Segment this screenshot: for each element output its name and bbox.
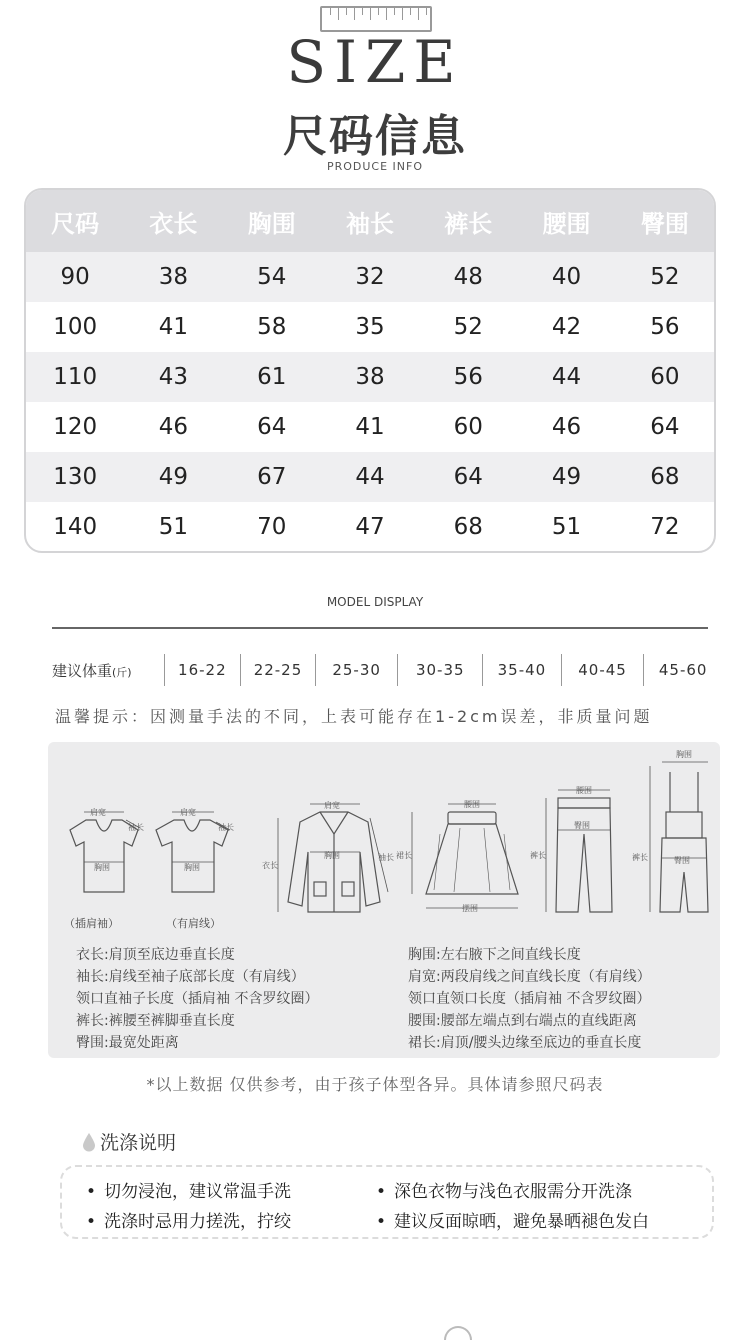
sleeve-label: 袖长	[128, 823, 144, 832]
chest-label: 胸围	[94, 863, 110, 872]
note-item: 衣长:肩顶至底边垂直长度	[76, 947, 235, 963]
table-cell: 54	[257, 264, 287, 290]
table-row	[26, 302, 714, 352]
table-row	[26, 252, 714, 302]
skirt-length-label: 裙长	[396, 851, 412, 860]
weight-cell: 45-60	[643, 654, 722, 686]
ruler-tick	[386, 8, 387, 20]
note-item: 领口直袖子长度（插肩袖 不含罗纹圈）	[76, 991, 319, 1007]
note-item: 裤长:裤腰至裤脚垂直长度	[76, 1013, 235, 1029]
table-cell: 38	[355, 364, 385, 390]
table-cell: 67	[257, 464, 287, 490]
overalls-hip-label: 臀围	[674, 856, 690, 865]
page-subtitle: PRODUCE INFO	[326, 160, 424, 173]
table-header-cell: 胸围	[247, 209, 296, 238]
wash-title	[82, 1128, 176, 1155]
table-cell: 44	[355, 464, 385, 490]
note-item: 臀围:最宽处距离	[76, 1035, 179, 1051]
table-header-cell: 腰围	[542, 209, 591, 238]
table-header-cell: 臀围	[640, 209, 689, 238]
weight-cell: 30-35	[397, 654, 482, 686]
table-cell: 32	[355, 264, 385, 290]
divider	[52, 627, 708, 629]
table-cell: 40	[551, 264, 582, 290]
wash-instructions-box	[60, 1165, 714, 1239]
disclaimer-text: *以上数据 仅供参考，由于孩子体型各异。具体请参照尺码表	[146, 1075, 604, 1094]
pants-waist-label: 腰围	[576, 786, 592, 795]
table-cell: 61	[257, 364, 287, 390]
weight-cell: 35-40	[482, 654, 561, 686]
ruler-tick	[426, 8, 427, 15]
table-cell: 43	[158, 364, 189, 390]
pants-icon	[546, 790, 612, 912]
wash-item: • 建议反面晾晒，避免暴晒褪色发白	[376, 1207, 649, 1232]
table-cell: 51	[158, 514, 189, 540]
table-header-cell: 袖长	[345, 209, 394, 238]
note-item: 袖长:肩线至袖子底部长度（有肩线）	[76, 969, 305, 985]
page-title: 尺码信息	[283, 111, 467, 162]
tshirt2-caption: （有肩线）	[166, 917, 221, 930]
decorative-arc	[444, 1326, 472, 1340]
table-cell: 60	[453, 414, 483, 440]
table-row	[26, 352, 714, 402]
table-cell: 110	[53, 364, 98, 390]
weight-cell: 25-30	[315, 654, 398, 686]
table-cell: 44	[551, 364, 582, 390]
weight-row	[52, 652, 722, 688]
table-cell: 52	[650, 264, 680, 290]
table-row	[26, 502, 714, 552]
table-cell: 46	[551, 414, 582, 440]
shoulder-label-2: 肩宽	[180, 808, 196, 817]
table-cell: 90	[60, 264, 90, 290]
table-cell: 56	[453, 364, 483, 390]
notes-left-column	[76, 944, 318, 1054]
jacket-shoulder-label: 肩宽	[324, 801, 340, 810]
table-cell: 42	[551, 314, 582, 340]
overalls-icon	[650, 762, 708, 912]
table-header-row	[26, 190, 714, 252]
ruler-tick	[378, 8, 379, 15]
weight-cell: 16-22	[164, 654, 241, 686]
weight-label-text: 建议体重	[52, 661, 113, 680]
table-header-cell: 裤长	[444, 209, 493, 238]
table-cell: 52	[453, 314, 483, 340]
table-row	[26, 402, 714, 452]
table-header-cell: 尺码	[51, 209, 100, 238]
table-cell: 56	[650, 314, 680, 340]
measurement-figures	[48, 742, 720, 942]
tip-text: 温馨提示：因测量手法的不同，上表可能存在1-2cm误差，非质量问题	[55, 707, 653, 726]
pants-hip-label: 臀围	[574, 821, 590, 830]
shoulder-label: 肩宽	[90, 808, 106, 817]
table-cell: 38	[158, 264, 189, 290]
weight-cell: 40-45	[561, 654, 644, 686]
ruler-tick	[402, 8, 403, 20]
ruler-tick	[370, 8, 371, 20]
table-cell: 58	[257, 314, 287, 340]
table-cell: 64	[257, 414, 287, 440]
table-cell: 46	[158, 414, 189, 440]
table-header-cell: 衣长	[149, 209, 198, 238]
size-table	[24, 188, 716, 553]
sleeve-label-2: 袖长	[218, 823, 234, 832]
ruler-tick	[394, 8, 395, 15]
table-cell: 140	[53, 514, 98, 540]
note-item: 领口直领口长度（插肩袖 不含罗纹圈）	[408, 991, 651, 1007]
table-cell: 64	[453, 464, 483, 490]
ruler-tick	[362, 8, 363, 15]
ruler-tick	[410, 8, 411, 15]
table-cell: 41	[158, 314, 189, 340]
note-item: 裙长:肩顶/腰头边缘至底边的垂直长度	[408, 1035, 642, 1051]
table-cell: 49	[158, 464, 189, 490]
model-display-label: MODEL DISPLAY	[326, 595, 424, 609]
weight-unit: (斤)	[112, 665, 132, 679]
ruler-tick	[330, 8, 331, 15]
jacket-sleeve-label: 袖长	[378, 853, 394, 862]
wash-item: • 切勿浸泡，建议常温手洗	[86, 1177, 291, 1202]
table-cell: 70	[257, 514, 287, 540]
table-cell: 100	[53, 314, 98, 340]
table-cell: 72	[650, 514, 680, 540]
skirt-hem-label: 摆围	[462, 904, 478, 913]
jacket-chest-label: 胸围	[324, 851, 340, 860]
notes-right-column	[408, 944, 651, 1054]
pants-length-label: 裤长	[530, 851, 546, 860]
note-item: 腰围:腰部左端点到右端点的直线距离	[408, 1013, 637, 1029]
table-cell: 120	[53, 414, 98, 440]
wash-title-text: 洗涤说明	[100, 1132, 177, 1154]
table-cell: 35	[355, 314, 385, 340]
table-cell: 51	[551, 514, 582, 540]
table-cell: 47	[355, 514, 385, 540]
overalls-chest-label: 胸围	[676, 750, 692, 759]
table-cell: 64	[650, 414, 680, 440]
jacket-length-label: 衣长	[262, 861, 278, 870]
weight-cell: 22-25	[240, 654, 315, 686]
table-cell: 68	[650, 464, 680, 490]
table-cell: 130	[53, 464, 98, 490]
measurement-guide	[48, 742, 720, 1058]
note-item: 肩宽:两段肩线之间直线长度（有肩线）	[408, 969, 651, 985]
skirt-icon	[412, 804, 518, 908]
water-drop-icon	[82, 1132, 96, 1152]
table-cell: 49	[551, 464, 582, 490]
size-heading: SIZE	[286, 28, 464, 96]
wash-item: • 洗涤时忌用力搓洗，拧绞	[86, 1207, 291, 1232]
table-row	[26, 452, 714, 502]
ruler-tick	[346, 8, 347, 15]
overalls-length-label: 裤长	[632, 853, 648, 862]
table-cell: 41	[355, 414, 385, 440]
weight-label	[52, 660, 164, 681]
note-item: 胸围:左右腋下之间直线长度	[408, 947, 581, 963]
ruler-tick	[418, 8, 419, 20]
skirt-waist-label: 腰围	[464, 800, 480, 809]
ruler-tick	[354, 8, 355, 20]
table-cell: 60	[650, 364, 680, 390]
table-cell: 68	[453, 514, 483, 540]
tshirt1-caption: （插肩袖）	[64, 917, 119, 930]
table-cell: 48	[453, 264, 483, 290]
chest-label-2: 胸围	[184, 863, 200, 872]
ruler-tick	[338, 8, 339, 20]
wash-item: • 深色衣物与浅色衣服需分开洗涤	[376, 1177, 632, 1202]
